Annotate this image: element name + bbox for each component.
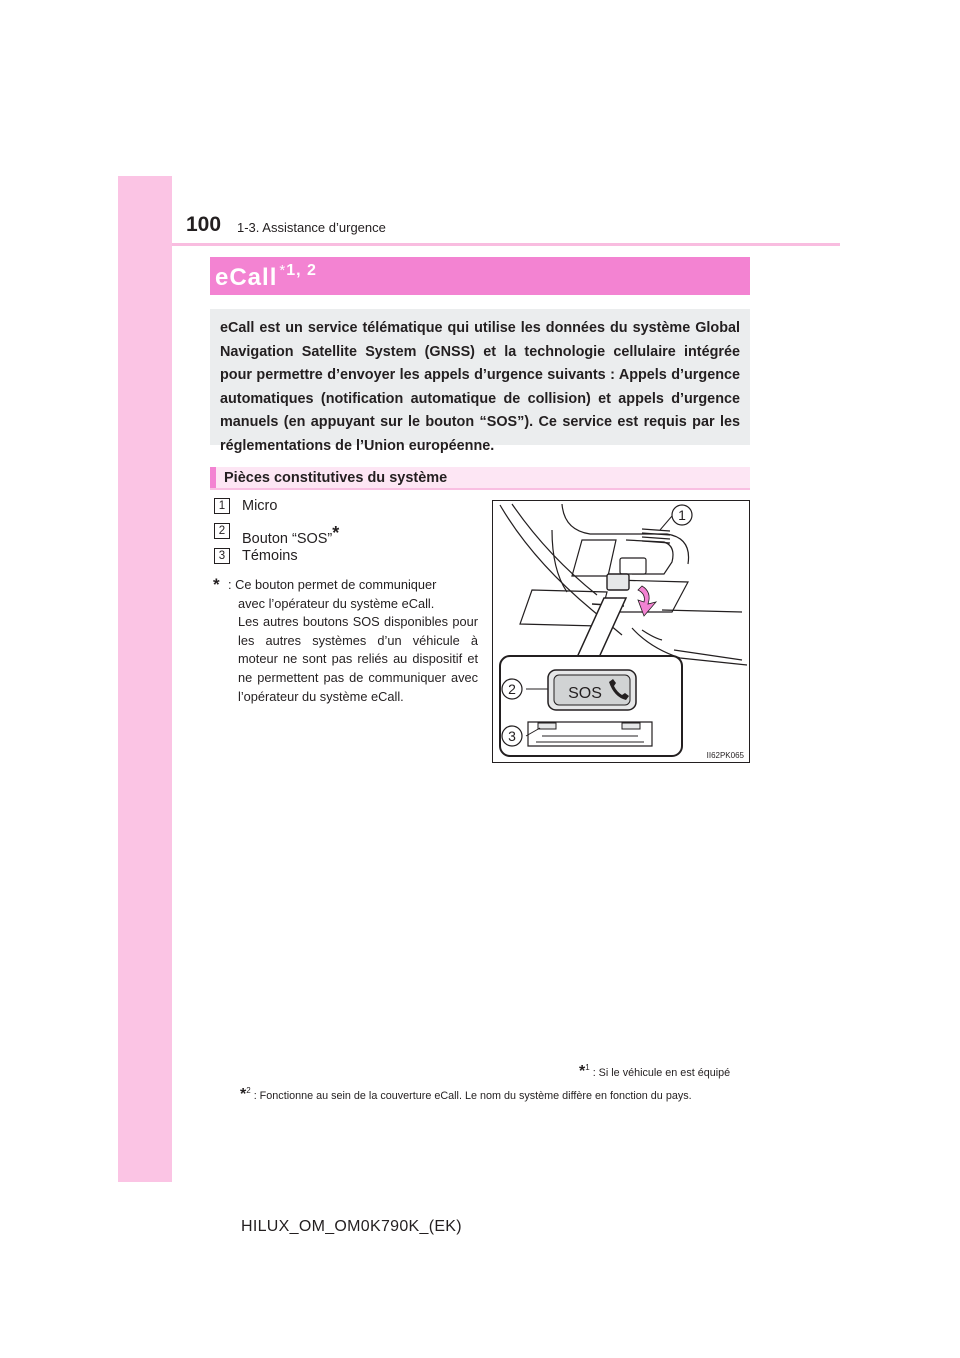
- callout-2-label: 2: [508, 681, 516, 697]
- figure-illustration: [492, 500, 750, 763]
- title-bar: [210, 257, 750, 295]
- item-label-text: Bouton “SOS”: [242, 531, 333, 547]
- bottom-note-2-mark: *: [240, 1086, 247, 1103]
- item-label-text: Témoins: [242, 548, 298, 564]
- sos-button-label: SOS: [568, 685, 602, 702]
- item-label: [242, 523, 339, 547]
- callout-1-label: 1: [678, 507, 686, 523]
- footnote-line-1: : Ce bouton permet de communiquer: [228, 577, 437, 592]
- item-number-box: 3: [214, 548, 230, 564]
- bottom-note-2: [240, 1086, 692, 1104]
- page-number: 100: [186, 213, 222, 236]
- footnote-line-3: Les autres boutons SOS disponibles pour les autres systèmes d’un véhicule à moteur ne sont pas reliés au dispositif et ne permettent pas de communiquer avec l’opérateur du système eCall.: [238, 614, 478, 704]
- callout-3-label: 3: [508, 728, 516, 744]
- section-heading: [210, 467, 750, 490]
- bottom-note-1-text: : Si le véhicule en est équipé: [592, 1067, 731, 1079]
- item-label: [242, 498, 277, 514]
- bottom-note-1-sup: 1: [585, 1063, 590, 1072]
- bottom-note-1: [579, 1063, 730, 1081]
- chapter-title: 1-3. Assistance d’urgence: [237, 220, 386, 235]
- item-number-box: 2: [214, 523, 230, 539]
- item-label-text: Micro: [242, 498, 278, 514]
- footnote-star: *: [213, 575, 220, 594]
- title-superscript: 1, 2: [286, 262, 317, 279]
- intro-box: [210, 309, 750, 454]
- title-text: eCall: [215, 264, 278, 291]
- item-footnote: [213, 576, 478, 706]
- side-tab-bar: [118, 176, 172, 1182]
- footnote-text: [228, 576, 478, 706]
- bottom-note-2-sup: 2: [246, 1086, 251, 1095]
- item-star: *: [332, 523, 340, 543]
- intro-text: eCall est un service télématique qui utilise les données du système Global Navigation Satellite System (GNSS) et la technologie cellulaire intégrée pour permettre d’envoyer les appels d’urgence suivants : Appels d’urgence automatiques (notification automatique de collision) et appels d’urgence manuels (en appuyant sur le bouton “SOS”). Ce service est requis par les réglementations de l’Union européenne.: [220, 320, 740, 454]
- item-label: [242, 548, 298, 564]
- figure-code: II62PK065: [706, 751, 744, 760]
- footer-doc-id: HILUX_OM_OM0K790K_(EK): [241, 1218, 462, 1235]
- footnote-line-2: avec l’opérateur du système eCall.: [238, 595, 435, 611]
- page-title: [215, 262, 317, 292]
- title-asterisk: *: [279, 262, 287, 279]
- bottom-note-2-text: : Fonctionne au sein de la couverture eCall. Le nom du système diffère en fonction du pays.: [253, 1090, 692, 1102]
- section-heading-label: Pièces constitutives du système: [224, 470, 448, 486]
- section-marker: [210, 467, 216, 488]
- item-number-box: 1: [214, 498, 230, 514]
- bottom-note-1-mark: *: [579, 1063, 586, 1080]
- overhead-console-illustration: [492, 500, 750, 763]
- header-rule: [172, 243, 840, 246]
